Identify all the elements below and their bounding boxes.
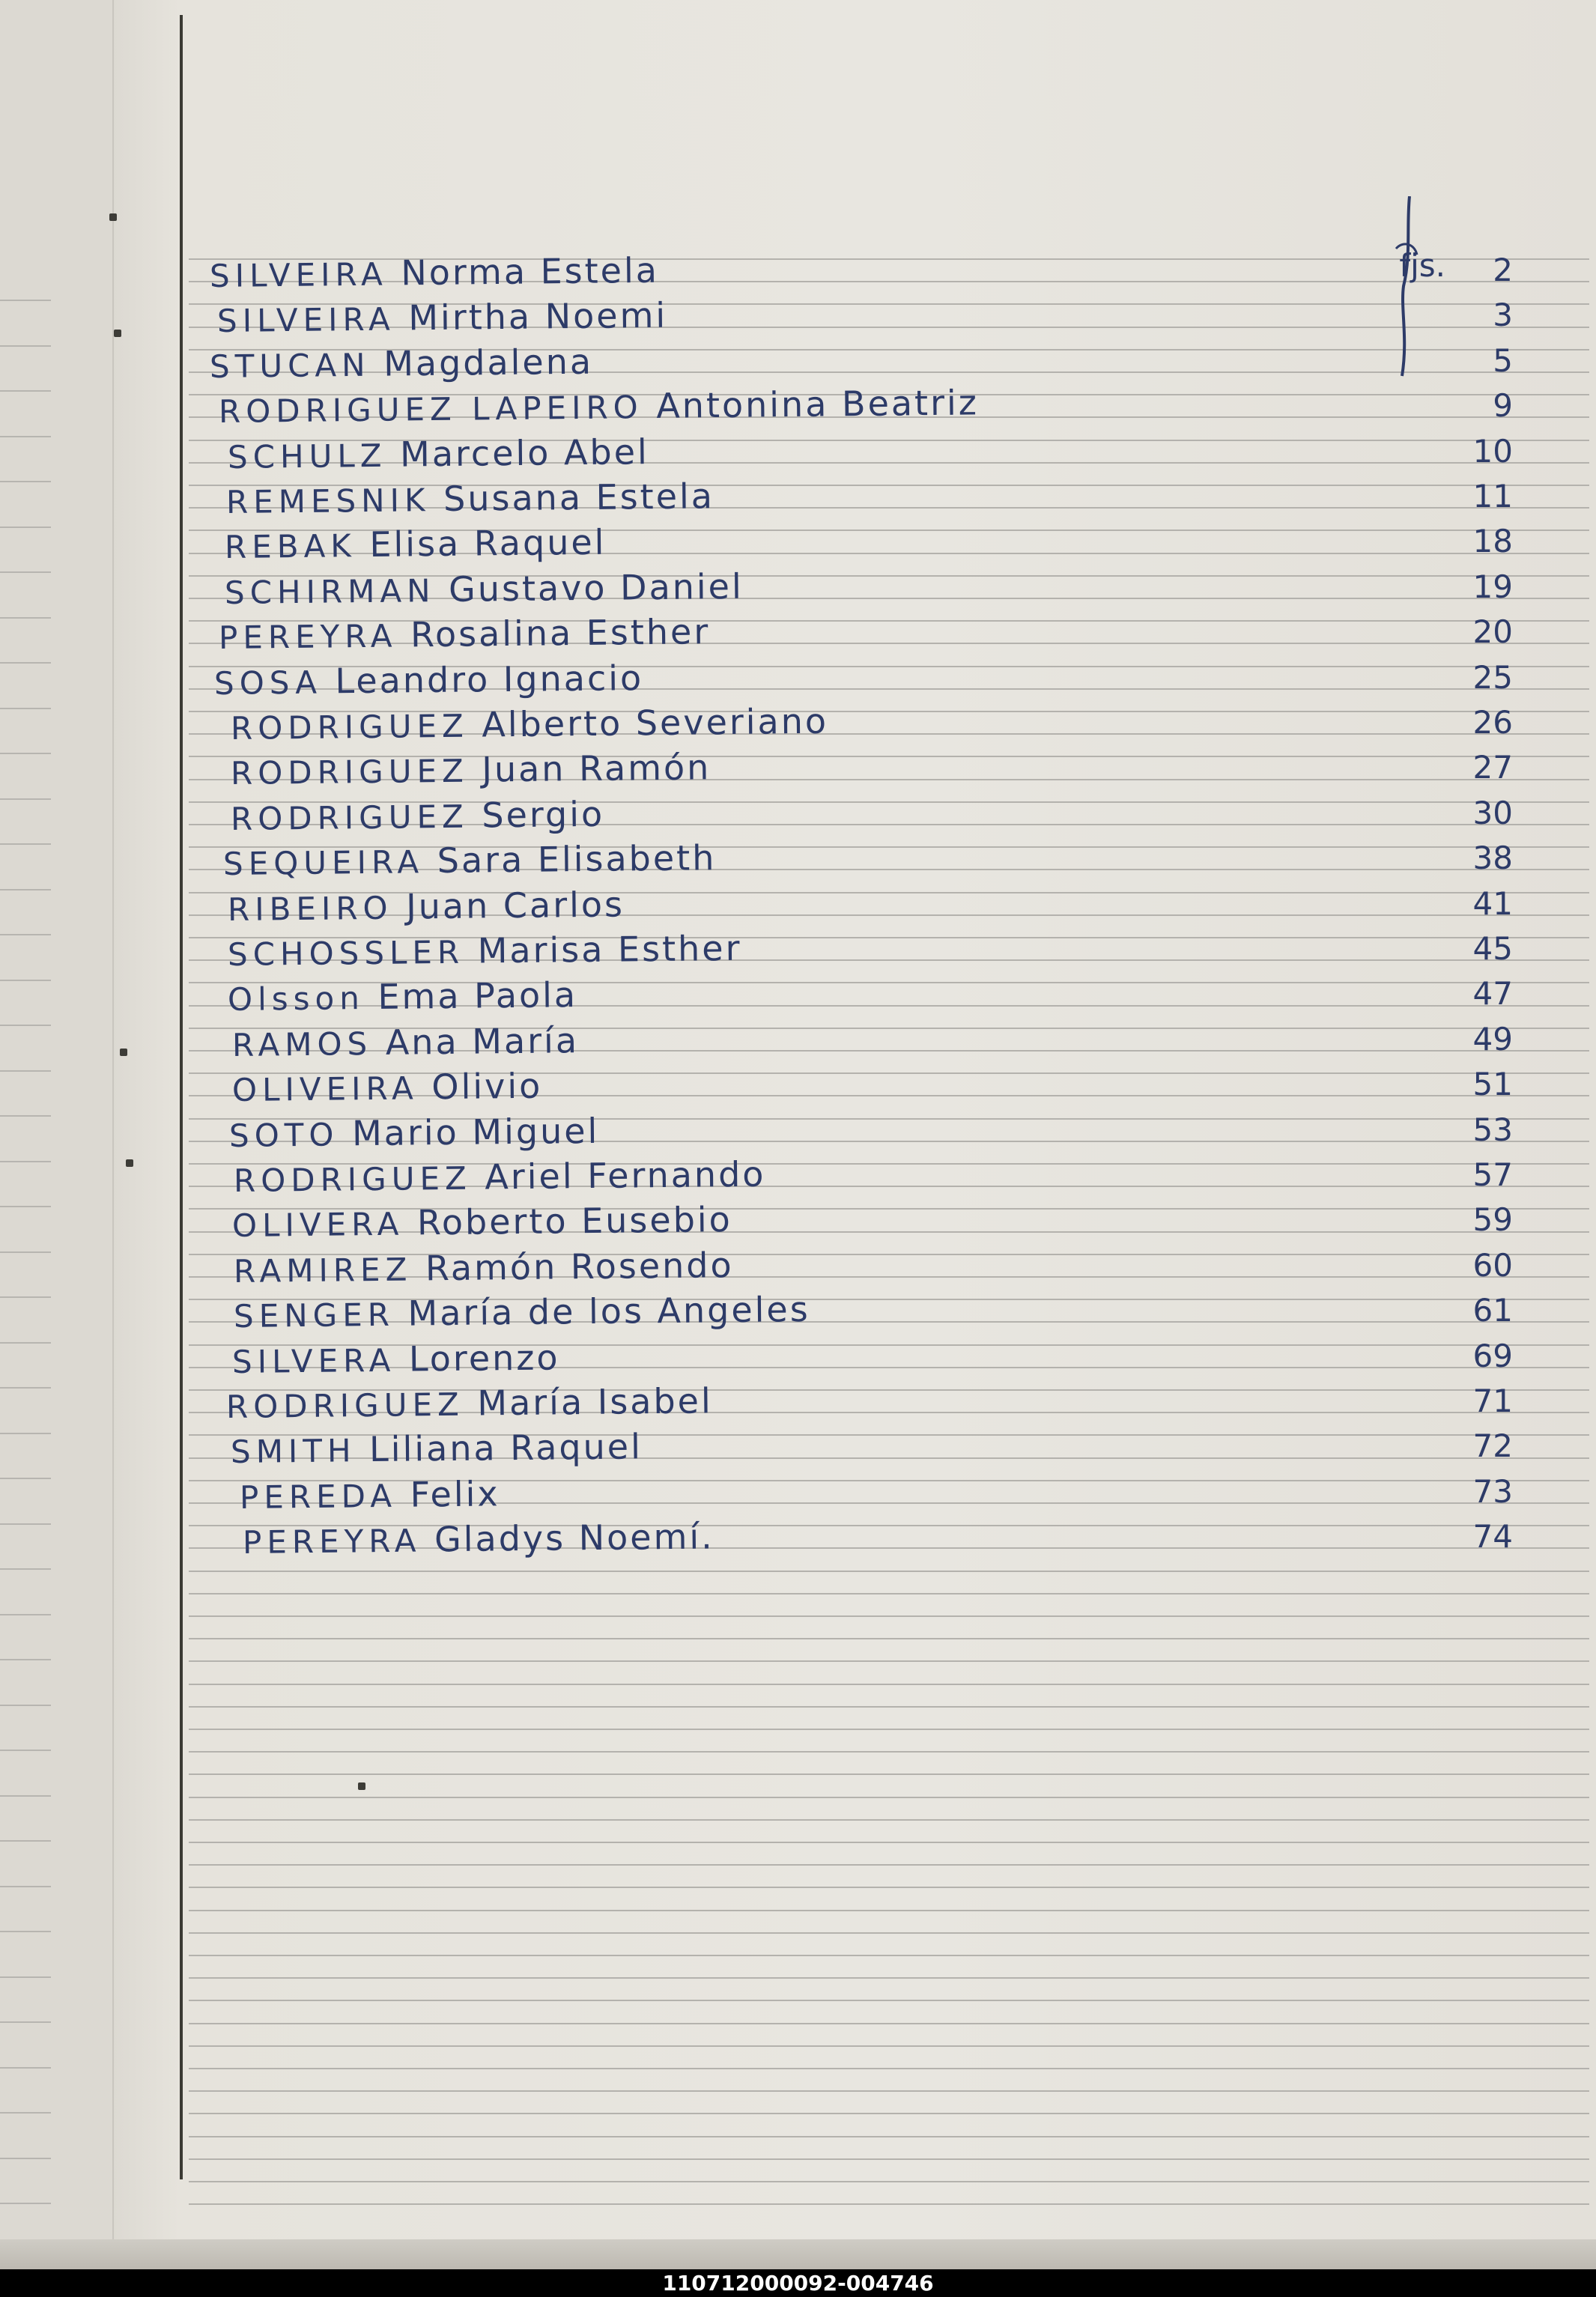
left-page-rule: [0, 1206, 51, 1207]
left-page-rule: [0, 345, 51, 347]
entry-folio: 11: [1472, 478, 1513, 515]
entry-name: [210, 250, 659, 295]
entry-surname: RODRIGUEZ: [230, 707, 470, 747]
entry-name: [228, 928, 742, 974]
entry-folio: 2: [1493, 252, 1513, 288]
entry-folio: 30: [1472, 795, 1513, 831]
entry-name: [217, 295, 668, 340]
entry-surname: SILVERA: [231, 1341, 396, 1380]
left-page-rule: [0, 1705, 51, 1706]
ruled-line: [189, 2090, 1589, 2092]
entry-folio: 3: [1493, 297, 1513, 333]
binding-dot: [120, 1049, 127, 1056]
ruled-line: [189, 1887, 1589, 1888]
left-page-rule: [0, 1976, 51, 1978]
ruled-line: [189, 2023, 1589, 2024]
entry-folio: 51: [1472, 1066, 1513, 1102]
left-page-rule: [0, 2021, 51, 2023]
entry-folio: 60: [1472, 1247, 1513, 1284]
left-page-rule: [0, 708, 51, 709]
entry-surname: RIBEIRO: [227, 889, 393, 928]
entry-given-name: Susana Estela: [430, 476, 715, 520]
entry-name: [225, 522, 607, 566]
entry-name: [234, 1245, 734, 1290]
entry-given-name: Ana María: [371, 1020, 580, 1063]
ruled-line: [189, 1593, 1589, 1594]
entry-given-name: Marcelo Abel: [386, 431, 650, 475]
entry-name: [210, 342, 594, 386]
entry-surname: REBAK: [224, 527, 357, 565]
entry-given-name: Lorenzo: [395, 1337, 560, 1380]
entry-folio: 19: [1472, 568, 1513, 605]
entry-surname: SCHOSSLER: [227, 933, 465, 973]
ruled-line: [189, 2045, 1589, 2047]
entry-folio: 59: [1472, 1201, 1513, 1238]
entry-surname: RODRIGUEZ: [225, 1386, 465, 1425]
entry-folio: 45: [1472, 930, 1513, 967]
entry-name: [228, 884, 625, 929]
entry-name: [231, 747, 711, 792]
entry-given-name: Marisa Esther: [464, 927, 742, 971]
left-page-rule: [0, 1886, 51, 1887]
left-page-rule: [0, 934, 51, 935]
ruled-line: [189, 1864, 1589, 1866]
ruled-line: [189, 1660, 1589, 1662]
entry-given-name: Gladys Noemí.: [421, 1516, 715, 1560]
entry-folio: 18: [1472, 523, 1513, 559]
entry-given-name: Ramón Rosendo: [412, 1245, 734, 1289]
entry-given-name: Sergio: [468, 793, 605, 836]
entry-folio: 72: [1472, 1427, 1513, 1464]
entry-given-name: Roberto Eusebio: [404, 1199, 733, 1243]
entry-name: [229, 1111, 600, 1155]
entry-folio: 57: [1472, 1156, 1513, 1193]
entry-surname: OLIVERA: [231, 1205, 404, 1244]
ruled-line: [189, 2068, 1589, 2069]
left-page-rule: [0, 2067, 51, 2069]
entry-surname: RODRIGUEZ: [233, 1159, 473, 1199]
entry-surname: RODRIGUEZ LAPEIRO: [218, 389, 643, 430]
ruled-line: [189, 1729, 1589, 1730]
left-page-rule: [0, 1478, 51, 1479]
ruled-line: [189, 2158, 1589, 2160]
ruled-line: [189, 2113, 1589, 2114]
entry-folio: 71: [1472, 1383, 1513, 1419]
left-page-rule: [0, 527, 51, 528]
left-page-rule: [0, 980, 51, 981]
entry-name: [231, 701, 829, 747]
ruled-line: [189, 1571, 1589, 1572]
folio-header-mark: fjs.: [1399, 247, 1445, 284]
ruled-line: [189, 1773, 1589, 1775]
image-code: 110712000092-004746: [662, 2271, 934, 2296]
entry-surname: RAMIREZ: [233, 1251, 413, 1290]
ruled-line: [189, 1955, 1589, 1956]
entry-given-name: Norma Estela: [387, 249, 660, 294]
entry-surname: SOTO: [228, 1116, 339, 1154]
entry-name: [223, 837, 717, 883]
entry-surname: SILVEIRA: [209, 255, 388, 294]
entry-name: [234, 1289, 810, 1335]
left-page-rule: [0, 1523, 51, 1525]
entry-folio: 25: [1472, 659, 1513, 696]
left-page-rule: [0, 571, 51, 573]
left-page-rule: [0, 1251, 51, 1253]
entry-folio: 26: [1472, 704, 1513, 741]
left-page-rule: [0, 1614, 51, 1615]
entry-surname: Olsson: [227, 980, 365, 1018]
entry-surname: SENGER: [233, 1296, 395, 1335]
entry-surname: OLIVEIRA: [231, 1069, 419, 1108]
entry-folio: 38: [1472, 840, 1513, 876]
entry-given-name: Liliana Raquel: [356, 1426, 643, 1470]
entry-folio: 20: [1472, 613, 1513, 650]
entry-name: [232, 1020, 580, 1064]
entry-folio: 9: [1493, 387, 1513, 424]
entry-given-name: Juan Carlos: [392, 884, 625, 927]
ruled-line: [189, 1910, 1589, 1911]
left-page-rule: [0, 1342, 51, 1344]
entry-folio: 5: [1493, 342, 1513, 379]
entry-given-name: Elisa Raquel: [356, 521, 607, 565]
ruled-line: [189, 1842, 1589, 1843]
entry-given-name: Juan Ramón: [468, 747, 711, 790]
entry-name: [214, 658, 644, 703]
binding-dot: [358, 1782, 365, 1790]
entry-folio: 74: [1472, 1518, 1513, 1555]
entry-surname: SCHULZ: [227, 437, 387, 476]
ruled-line: [189, 2136, 1589, 2137]
entry-name: [228, 974, 578, 1019]
entry-given-name: Rosalina Esther: [397, 611, 711, 655]
entry-given-name: Gustavo Daniel: [435, 565, 744, 610]
entry-given-name: Ariel Fernando: [471, 1153, 766, 1198]
binding-dot: [109, 213, 117, 221]
entry-given-name: Olivio: [418, 1065, 543, 1108]
ruled-line: [189, 2203, 1589, 2205]
entry-surname: SOSA: [213, 664, 323, 702]
entry-given-name: Mirtha Noemi: [395, 294, 668, 339]
ruled-line: [189, 1819, 1589, 1821]
entry-surname: SEQUEIRA: [222, 843, 425, 882]
ruled-line: [189, 2000, 1589, 2001]
left-page-rule: [0, 798, 51, 800]
entry-surname: PEREYRA: [242, 1522, 422, 1561]
left-page-rule: [0, 2158, 51, 2159]
entry-folio: 10: [1472, 433, 1513, 470]
left-page-rule: [0, 889, 51, 890]
entry-folio: 73: [1472, 1473, 1513, 1510]
ruled-line: [189, 1615, 1589, 1617]
ruled-line: [189, 1684, 1589, 1685]
entry-name: [219, 611, 711, 657]
entry-surname: RAMOS: [231, 1025, 373, 1063]
entry-name: [231, 794, 605, 838]
left-page-rule: [0, 662, 51, 664]
left-facing-page: [0, 0, 114, 2269]
entry-folio: 27: [1472, 749, 1513, 786]
left-page-rule: [0, 1931, 51, 1932]
page-bottom-edge: [0, 2239, 1596, 2269]
left-page-rule: [0, 1387, 51, 1389]
binding-dot: [114, 330, 121, 337]
ruled-line: [189, 1638, 1589, 1639]
entry-given-name: Antonina Beatriz: [643, 382, 980, 427]
entry-name: [226, 476, 714, 521]
entry-folio: 49: [1472, 1021, 1513, 1058]
entry-given-name: Alberto Severiano: [468, 700, 829, 745]
margin-line: [180, 15, 183, 2179]
left-page-rule: [0, 1115, 51, 1117]
entry-name: [226, 1380, 713, 1426]
entry-name: [232, 1199, 732, 1245]
entry-name: [232, 1066, 543, 1109]
entry-surname: SCHIRMAN: [224, 572, 436, 611]
left-page-rule: [0, 1568, 51, 1570]
binding-dot: [126, 1159, 133, 1167]
left-page-rule: [0, 1659, 51, 1660]
ruled-line: [189, 1751, 1589, 1753]
entry-surname: RODRIGUEZ: [230, 798, 470, 837]
entry-surname: PEREYRA: [218, 617, 398, 656]
entry-surname: RODRIGUEZ: [230, 752, 470, 792]
left-page-rule: [0, 753, 51, 754]
left-page-rule: [0, 1433, 51, 1434]
ruled-line: [189, 1706, 1589, 1708]
entry-given-name: Mario Miguel: [339, 1110, 600, 1154]
left-page-rule: [0, 390, 51, 392]
entry-folio: 61: [1472, 1292, 1513, 1329]
left-page-rule: [0, 1840, 51, 1842]
left-page-rule: [0, 1070, 51, 1072]
entry-given-name: Magdalena: [370, 341, 594, 384]
ruled-line: [189, 1932, 1589, 1934]
left-page-rule: [0, 300, 51, 301]
entry-name: [232, 1337, 560, 1381]
left-page-rule: [0, 2112, 51, 2114]
entry-name: [243, 1516, 714, 1562]
left-page-rule: [0, 2203, 51, 2204]
left-page-rule: [0, 843, 51, 845]
entry-surname: PEREDA: [239, 1477, 398, 1516]
entry-folio: 47: [1472, 975, 1513, 1012]
ruled-line: [189, 2181, 1589, 2182]
entry-name: [234, 1154, 766, 1200]
entry-given-name: Leandro Ignacio: [321, 657, 644, 702]
left-page-rule: [0, 1750, 51, 1751]
entry-folio: 41: [1472, 885, 1513, 922]
left-page-rule: [0, 436, 51, 437]
entry-given-name: Felix: [396, 1473, 500, 1515]
ruled-line: [189, 1797, 1589, 1798]
left-page-rule: [0, 481, 51, 482]
entry-name: [219, 382, 979, 431]
entry-folio: 69: [1472, 1338, 1513, 1374]
entry-given-name: Ema Paola: [364, 974, 578, 1018]
left-page-rule: [0, 1025, 51, 1026]
entry-surname: REMESNIK: [225, 482, 431, 521]
left-page-rule: [0, 617, 51, 619]
left-page-rule: [0, 1296, 51, 1298]
entry-surname: SILVEIRA: [216, 300, 395, 339]
entry-given-name: Sara Elisabeth: [423, 837, 717, 882]
entry-name: [225, 566, 744, 612]
entry-name: [228, 431, 649, 476]
entry-name: [240, 1473, 500, 1517]
ruled-line: [189, 1977, 1589, 1979]
entry-given-name: María Isabel: [464, 1380, 714, 1424]
entry-surname: SMITH: [230, 1432, 356, 1470]
left-page-rule: [0, 1161, 51, 1162]
entry-surname: STUCAN: [209, 346, 371, 385]
entry-given-name: María de los Angeles: [394, 1288, 810, 1334]
entry-name: [231, 1426, 643, 1471]
left-page-rule: [0, 1795, 51, 1797]
entry-folio: 53: [1472, 1111, 1513, 1148]
